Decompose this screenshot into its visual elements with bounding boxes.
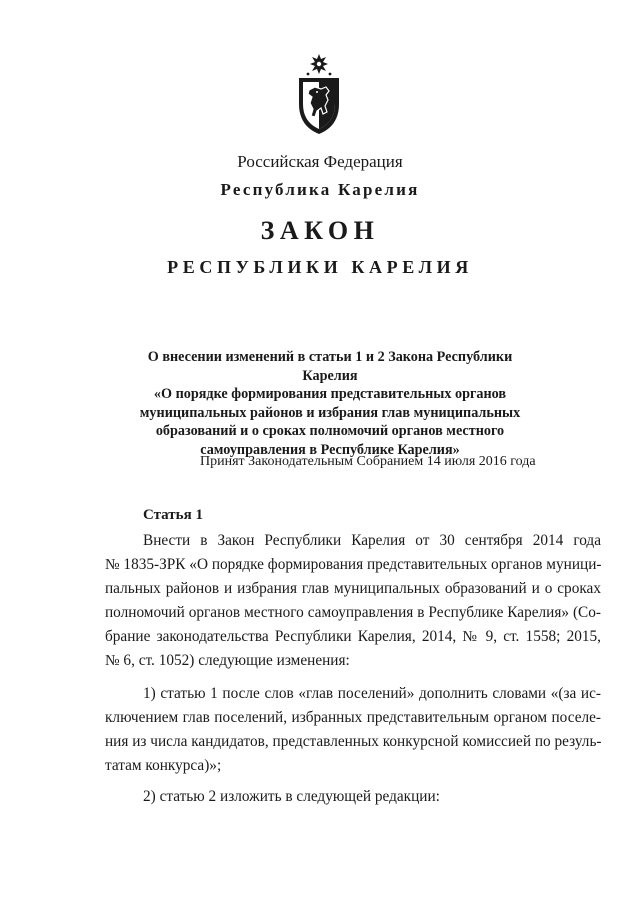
text-line: № 1835-ЗРК «О порядке формирования представительных органов муници- [105, 556, 602, 573]
text-line: татам конкурса)»; [105, 757, 222, 774]
coat-of-arms-icon [296, 54, 342, 136]
text-line: Внести в Закон Республики Карелия от 30 сентября 2014 года [143, 532, 601, 549]
document-type: ЗАКОН [260, 216, 380, 245]
paragraph-intro [105, 529, 601, 673]
title-line: образований и о сроках полномочий органов местного [155, 423, 505, 439]
text-line: ключением глав поселений, избранных представительным органом поселе- [105, 709, 601, 726]
title-line: самоуправления в Республике Карелия» [200, 441, 460, 458]
text-line: ния из числа кандидатов, представленных конкурсной комиссией по резуль- [105, 733, 602, 750]
text-line: брание законодательства Республики Карелия, 2014, № 9, ст. 1558; 2015, [105, 628, 601, 645]
republic-name: Республика Карелия [220, 180, 420, 199]
title-line: «О порядке формирования представительных органов [153, 386, 507, 402]
text-line: 2) статью 2 изложить в следующей редакции: [143, 788, 440, 805]
title-line: О внесении изменений в статьи 1 и 2 Закона Республики Карелия [147, 349, 513, 384]
text-line: полномочий органов местного самоуправления в Республике Карелия» (Со- [105, 604, 601, 621]
text-line: 1) статью 1 после слов «глав поселений» дополнить словами «(за ис- [143, 685, 601, 702]
text-line: № 6, ст. 1052) следующие изменения: [105, 652, 350, 669]
title-line: муниципальных районов и избрания глав муниципальных [139, 404, 521, 421]
text-line: пальных районов и избрания глав муниципальных образований и о сроках [105, 580, 601, 597]
paragraph-item-2 [105, 785, 601, 809]
article-heading: Статья 1 [143, 507, 203, 523]
law-title [120, 348, 540, 459]
document-issuer: РЕСПУБЛИКИ КАРЕЛИЯ [167, 257, 473, 277]
adoption-note: Принят Законодательным Собранием 14 июля 2016 года [200, 454, 536, 469]
country-name: Российская Федерация [237, 152, 403, 171]
paragraph-item-1 [105, 682, 601, 778]
